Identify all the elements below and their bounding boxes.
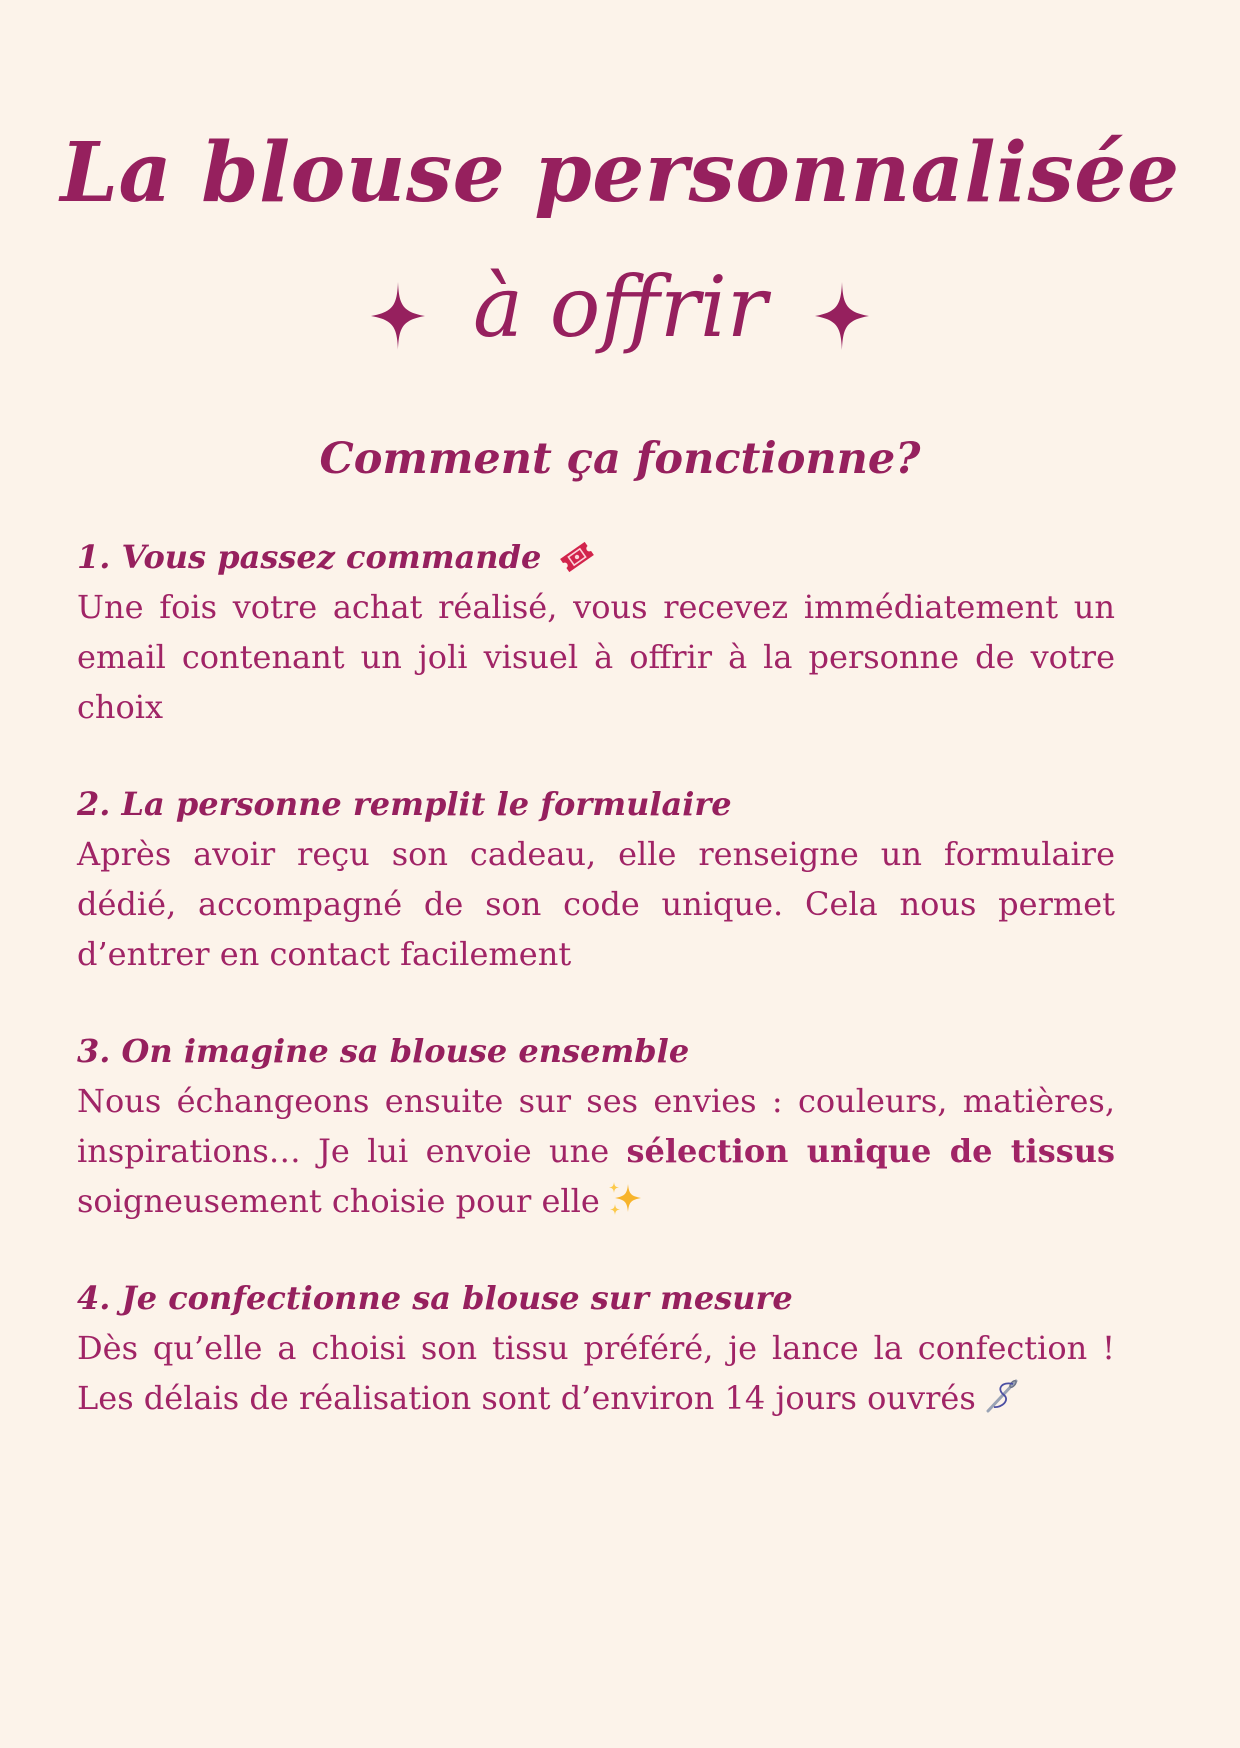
step-1: [77, 532, 1115, 732]
needle-icon: [982, 1375, 1022, 1415]
step-body: [77, 1076, 1115, 1226]
page-title-line2: [0, 258, 1240, 356]
step-heading: 3. On imagine sa blouse ensemble: [77, 1032, 690, 1070]
page-title-suffix: à offrir: [472, 258, 768, 356]
step-body: [77, 1323, 1115, 1423]
step-body-text-end: soigneusement choisie pour elle: [77, 1182, 600, 1220]
step-body-text: Dès qu’elle a choisi son tissu préféré, je lance la confection ! Les délais de réalisation sont d’environ 14 jours ouvrés: [77, 1329, 1115, 1417]
steps-list: [77, 532, 1115, 1470]
step-body: Après avoir reçu son cadeau, elle renseigne un formulaire dédié, accompagné de son code unique. Cela nous permet d’entrer en contact facilement: [77, 835, 1115, 973]
step-body-highlight: sélection unique de tissus: [626, 1132, 1116, 1170]
step-heading: 4. Je confectionne sa blouse sur mesure: [77, 1279, 793, 1317]
step-heading: [77, 532, 1115, 582]
sparkle-icon: [813, 280, 871, 352]
ticket-icon: [558, 540, 596, 574]
step-3: [77, 1026, 1115, 1226]
step-body-text: Nous échangeons ensuite sur ses envies : couleurs, matières, inspirations… Je lui envoie une: [77, 1082, 1115, 1170]
section-heading: Comment ça fonctionne?: [319, 434, 921, 484]
step-heading: 2. La personne remplit le formulaire: [77, 785, 732, 823]
step-2: [77, 779, 1115, 979]
step-4: [77, 1273, 1115, 1423]
page-title: La blouse personnalisée: [60, 125, 1180, 221]
sparkle-icon: [369, 280, 427, 352]
step-body: Une fois votre achat réalisé, vous recevez immédiatement un email contenant un joli visuel à offrir à la personne de votre choix: [77, 588, 1115, 726]
step-heading-text: 1. Vous passez commande: [77, 538, 542, 576]
sparkles-icon: [606, 1180, 644, 1218]
